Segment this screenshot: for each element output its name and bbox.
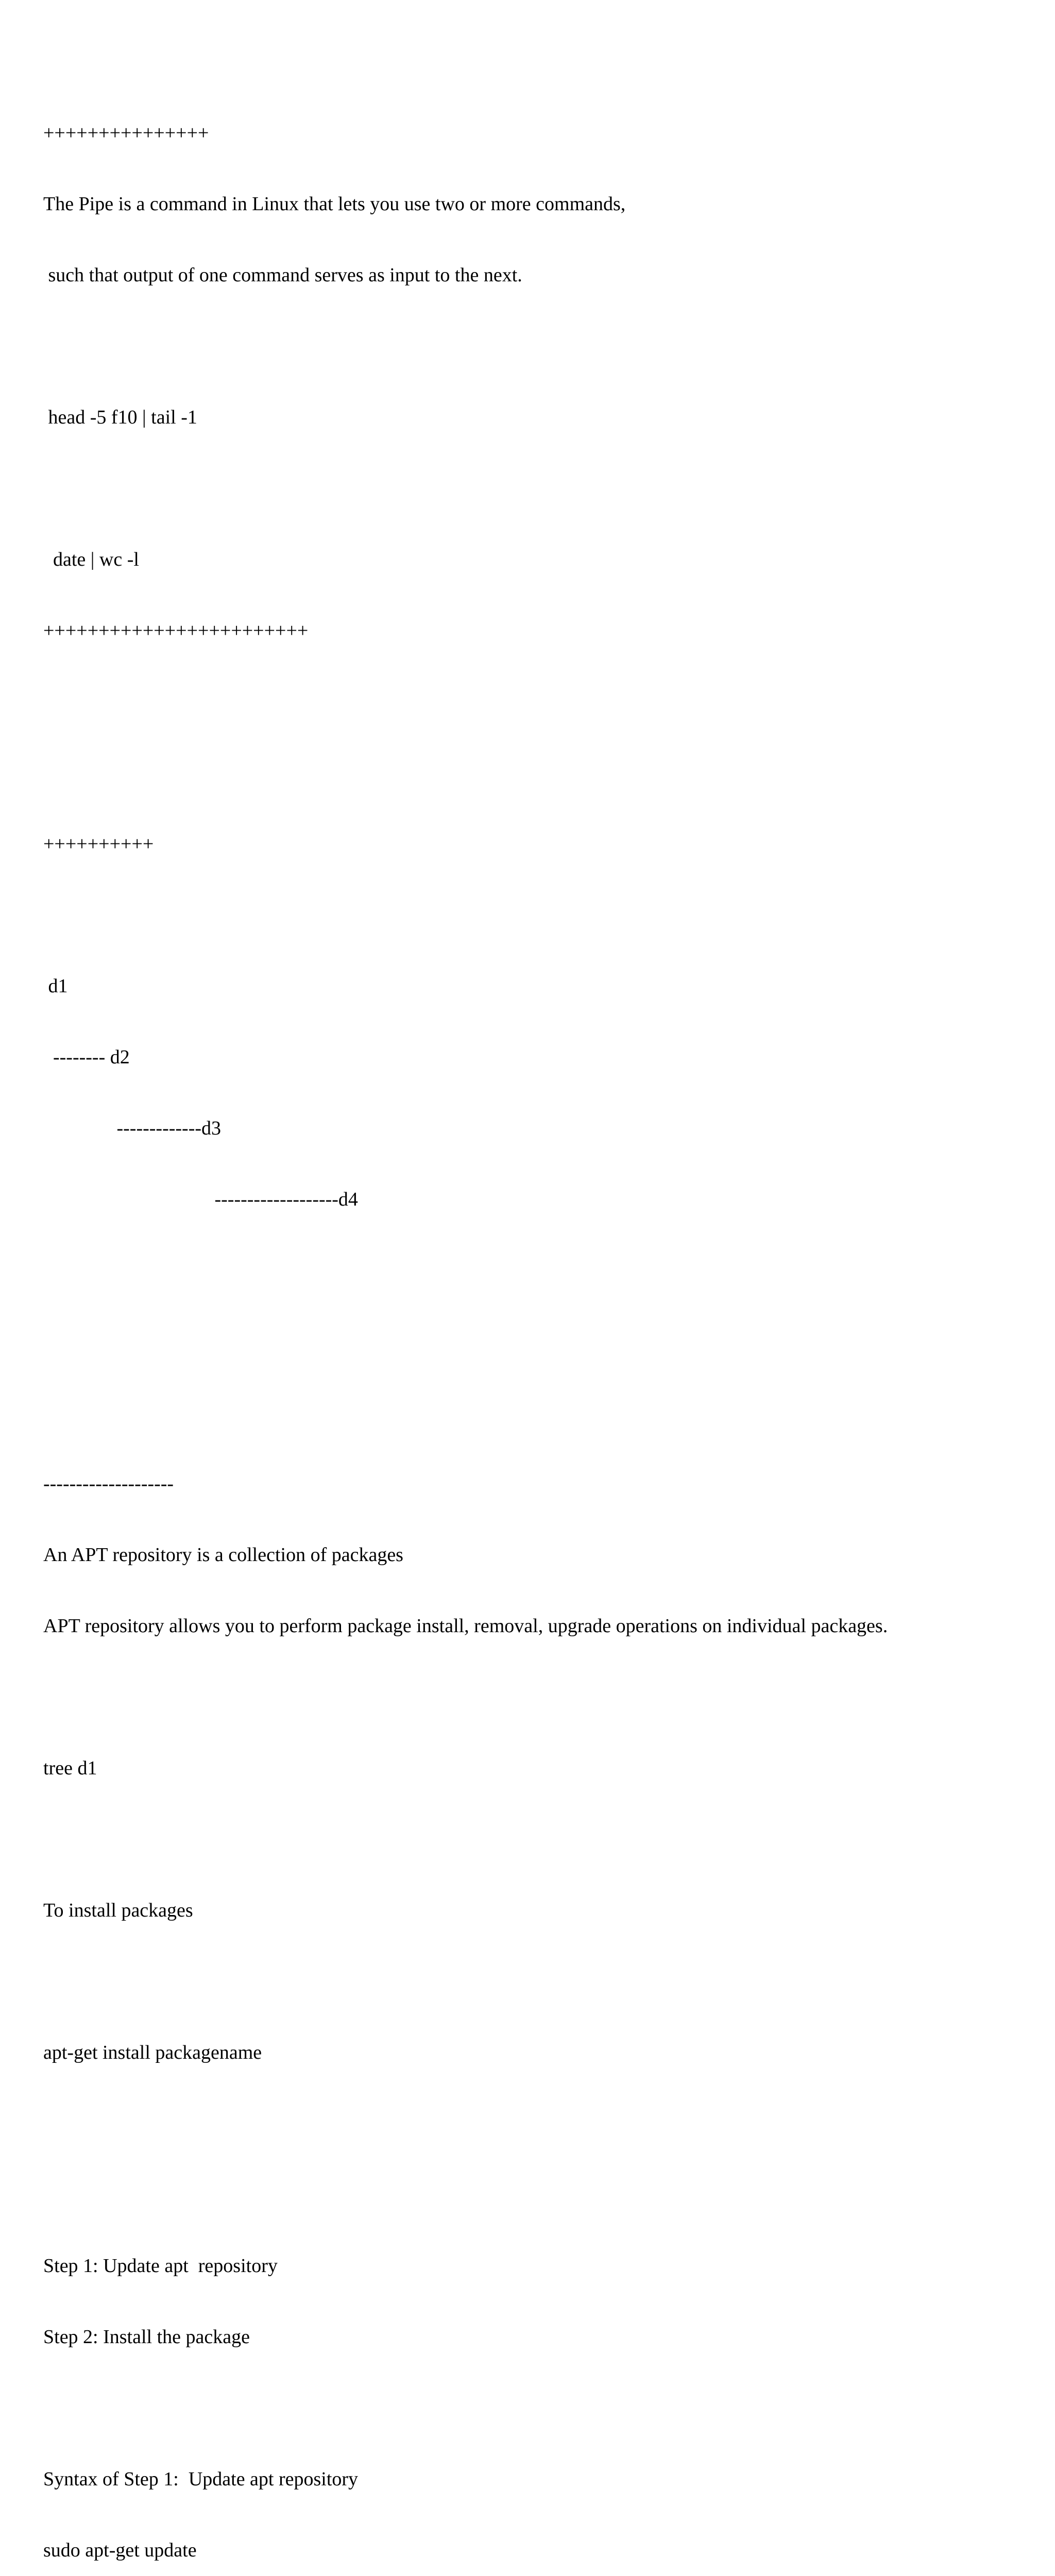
separator-plus: ++++++++++++++++++++++++ <box>43 620 309 641</box>
apt-description-line-1: An APT repository is a collection of packages <box>43 1544 403 1566</box>
step-1: Step 1: Update apt repository <box>43 2255 278 2277</box>
pipe-description-line-1: The Pipe is a command in Linux that lets you use two or more commands, <box>43 193 626 215</box>
install-packages-heading: To install packages <box>43 1900 193 1921</box>
blank-line <box>43 2396 888 2420</box>
tree-d1: d1 <box>43 975 68 997</box>
sudo-apt-get-update-command: sudo apt-get update <box>43 2539 197 2561</box>
tree-command: tree d1 <box>43 1757 97 1779</box>
blank-line <box>43 334 888 358</box>
tree-d4: -------------------d4 <box>43 1189 358 1210</box>
pipe-example-date-wc: date | wc -l <box>43 549 139 570</box>
document-body <box>43 74 888 2576</box>
pipe-description-line-2: such that output of one command serves as input to the next. <box>43 264 522 286</box>
apt-description-line-2: APT repository allows you to perform package install, removal, upgrade operations on individual packages. <box>43 1615 888 1637</box>
tree-d3: -------------d3 <box>43 1117 222 1139</box>
tree-d2: -------- d2 <box>43 1046 130 1068</box>
pipe-example-head-tail: head -5 f10 | tail -1 <box>43 406 197 428</box>
blank-line <box>43 903 888 927</box>
separator-plus: +++++++++++++++ <box>43 122 209 144</box>
blank-line <box>43 1330 888 1353</box>
blank-line <box>43 1259 888 1282</box>
blank-line <box>43 1685 888 1709</box>
blank-line <box>43 2112 888 2136</box>
blank-line <box>43 1970 888 1993</box>
separator-plus: ++++++++++ <box>43 833 154 855</box>
separator-dash: -------------------- <box>43 1473 174 1495</box>
blank-line <box>43 477 888 500</box>
blank-line <box>43 1827 888 1851</box>
step-2: Step 2: Install the package <box>43 2326 250 2348</box>
blank-line <box>43 690 888 714</box>
blank-line <box>43 761 888 785</box>
blank-line <box>43 2183 888 2207</box>
syntax-step-1-heading: Syntax of Step 1: Update apt repository <box>43 2468 359 2490</box>
apt-get-install-command: apt-get install packagename <box>43 2042 262 2063</box>
blank-line <box>43 1401 888 1425</box>
